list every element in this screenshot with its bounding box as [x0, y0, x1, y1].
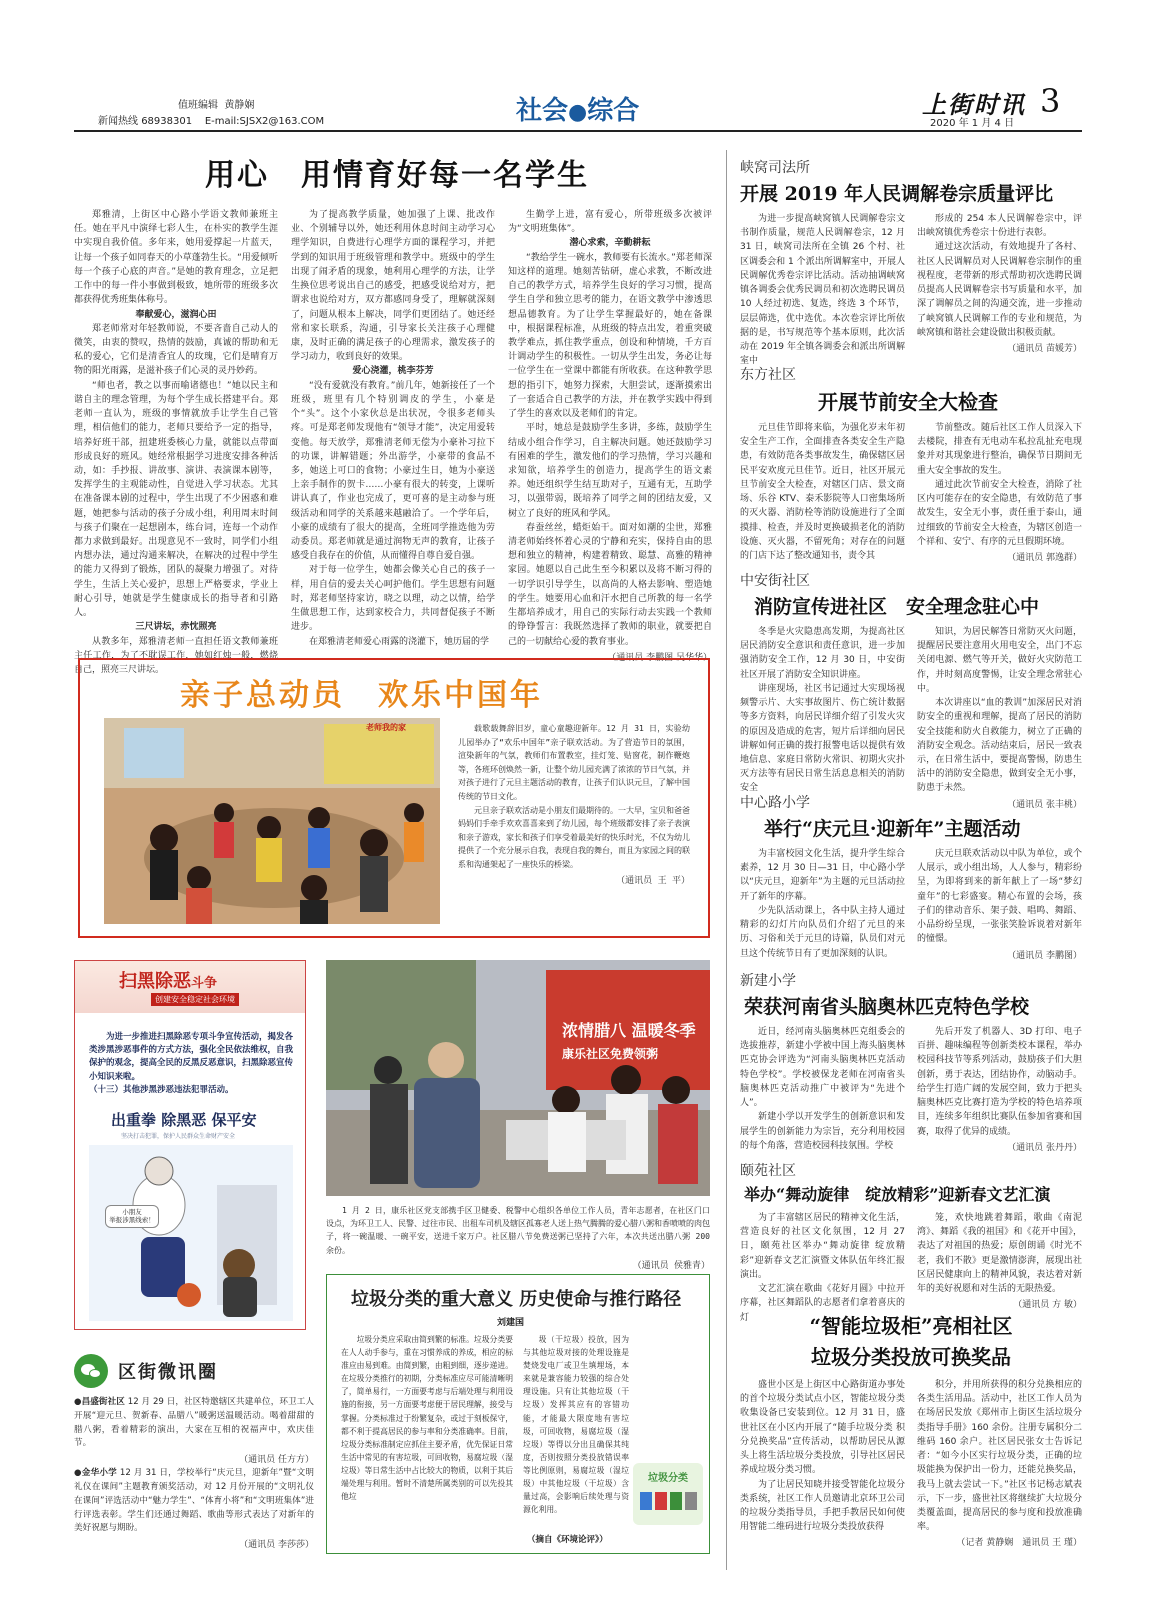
r4-col1: 为丰富校园文化生活，提升学生综合素养，12 月 30 日—31 日，中心路小学以“庆元旦，迎新年”为主题的元旦活动拉开了新年的序幕。 少先队活动课上，各中队主持人通过精彩的幻灯片向队员们介绍了元旦的来历、习俗和关于元旦的诗篇，队员们对元旦这个传统节日有了更加深刻的认识。 [740, 849, 905, 959]
garbage-author: 刘建国 [497, 1318, 525, 1328]
r2-dept: 东方社区 [740, 367, 796, 383]
r5-col1: 近日，经河南头脑奥林匹克组委会的选拔推荐，新建小学被中国上海头脑奥林匹克协会评选为“河南头脑奥林匹克活动特色学校”。学校被保龙老师在河南省头脑奥林匹克活动推广中被评为“先进个人”。 新建小学以开发学生的创新意识和发展学生的创新能力为宗旨，充分利用校园的每个角落，营造校园科技氛围。学校 [740, 1027, 905, 1151]
r4-dept: 中心路小学 [740, 795, 810, 811]
r3-headline: 消防宣传进社区 安全理念驻心中 [754, 596, 1040, 618]
wechat-icon [74, 1354, 108, 1388]
r2-col2: 节前整改。随后社区工作人员深入下去楼院，排查有无电动车私拉乱扯充电现象并对其现象进行整治，确保节日期间无重大安全事故的发生。 通过此次节前安全大检查，消除了社区内可能存在的安全隐患，有效防范了事故发生，安全无小事，责任重于泰山，通过细致的节前安全大检查，为辖区创造一个祥和、安宁、有序的元旦假期环境。 （通讯员 郭逸群） [917, 423, 1082, 563]
r5-col2: 先后开发了机器人、3D 打印、电子百拼、趣味编程等创新类校本课程，举办校园科技节等系列活动，鼓励孩子们大胆创新，勇于表达，团结协作，动脑动手。给学生打造广阔的发展空间，致力于把头脑奥林匹克比赛打造为学校的特色培养项目，连续多年组织比赛队伍参加省赛和国赛，取得了优异的成绩。 （通讯员 张丹丹） [917, 1027, 1082, 1153]
anti-crime-text: 为进一步推进扫黑除恶专项斗争宣传活动，揭发各类涉黑涉恶事件的方式方法，强化全民依法维权，自我保护的观念，提高全民的反黑反恶意识，扫黑除恶宣传小知识来啦。 （十三）其他涉黑涉恶违法犯罪活动。 [89, 1032, 294, 1095]
r2-article [740, 364, 1082, 569]
r7-article [740, 1310, 1082, 1582]
laba-porridge-photo [326, 960, 710, 1196]
photo-sign: 老师我的家 [366, 723, 406, 732]
editor-line: 值班编辑 黄静娴 [178, 100, 255, 111]
r2-col1: 元旦佳节即将来临，为强化岁末年初安全生产工作，全面排查各类安全生产隐患，有效防范各类事故发生，确保辖区居民平安欢度元旦佳节。近日，社区开展元旦节前安全大检查，对辖区门店、景文商场、乐谷 KTV、泰禾影院等人口密集场所的灭火器、消防栓等消防设施进行了全面摸排、检查，并及时更换破损老化的消防设施、灭火器，不留死角；对存在的问题的门店下达了整改通知书，责令其 [740, 423, 905, 561]
lead-col2: 为了提高教学质量，她加强了上课、批改作业、个别辅导以外，她还利用休息时间主动学习心理学知识，自费进行心理学方面的课程学习，并把学到的知识用于班级管理和教学中。班级中的学生出现了闹矛盾的现象，她利用心理学的方法，让学生换位思考说出自己的感受，把感受说给对方，把谓求也说给对方，双方都感同身受了，理解就深刻了，问题从根本上解决，同学们更团结了。她还经常和家长联系，沟通，引导家长关注孩子心理健康，及时正确的满足孩子的心理需求，激发孩子的学习动力，收到良好的效果。 爱心浇灌，桃李芬芳 “没有爱就没有教育。”前几年，她新接任了一个班级，班里有几个特别调皮的学生，小豪是个“头”。这个小家伙总是出状况，令很多老师头疼。可是郑老师发现他有“领导才能”，决定用爱转变他。每天放学，郑雅清老师无偿为小豪补习拉下的功课，讲解错题；外出游学，小豪带的食品不多，她送上可口的食物；小豪过生日，她为小豪送上亲手制作的贺卡……小豪有很大的转变，上课听讲认真了，作业也完成了，更可喜的是主动参与班级活动和同学的关系越来越融洽了。一个学年后，小豪的成绩有了很大的提高，全班同学推选他为劳动委员。郑老师就是通过润物无声的教育，让孩子感受自我存在的价值，从而懂得自尊自爱自强。 对于每一位学生，她都会像关心自己的孩子一样，用自信的爱去关心呵护他们。学生思想有问题时，郑老师坚持家访，晓之以理，动之以情，给学生做思想工作，达到家校合力，共同督促孩子不断进步。 在郑雅清老师爱心雨露的浇灌下，她历届的学 [291, 210, 495, 647]
r5-dept: 新建小学 [740, 973, 796, 989]
r3-dept: 中安街社区 [740, 573, 810, 589]
r7-headline-2: 垃圾分类投放可换奖品 [811, 1345, 1011, 1369]
kids-byline: （通讯员 王 平） [616, 875, 690, 886]
r1-headline: 开展 2019 年人民调解卷宗质量评比 [740, 183, 1054, 205]
weibo-title: 区街微讯圈 [118, 1362, 218, 1383]
garbage-article-box [326, 1274, 710, 1554]
r5-article [740, 970, 1082, 1153]
r6-article [740, 1160, 1082, 1323]
garbage-col1: 垃圾分类应采取由简到繁的标准。垃圾分类要在人人动手参与，重在习惯养成的养成，相应的标准应由易到难。由简到繁，由粗到细，逐步递进。在垃圾分类推行的初期，分类标准应尽可能清晰明了，简单易行，一方面要考虑与后端处理与利用设施的衔接，另一方面要考虑便于居民理解，接受与掌握。分类标准过于纷繁复杂，或过于刻板保守，都不利于提高居民的参与率和分类准确率。目前，垃圾分类标准制定应抓住主要矛盾，优先保证日常生活中常见的有害垃圾，可回收物，易腐垃圾（湿垃圾）等日常生活中占比较大的物质，以利于其后端处理与利用。暂时不清楚所属类别的可以先投其他垃 [341, 1335, 513, 1502]
r3-col2: 知识，为居民解答日常防灭火问题，提醒居民要注意用火用电安全，出门不忘关闭电源、燃气等开关，做好火灾防范工作，并时刻高度警惕，让安全理念常驻心中。 本次讲座以“血的教训”加深居民对消防安全的重视和理解，提高了居民的消防安全技能和防火自救能力，树立了正确的消防安全观念。活动结束后，居民一致表示，在日常生活中，要提高警惕，防患生活中的消防安全隐患，做到安全无小事，防患于未然。 （通讯员 张丰桃） [917, 627, 1082, 810]
issue-date: 2020 年 1 月 4 日 [930, 118, 1015, 129]
hotline-line: 新闻热线 68938301 E-mail:SJSX2@163.COM [98, 116, 325, 127]
masthead [0, 0, 1176, 135]
r7-headline-1: “智能垃圾柜”亮相社区 [809, 1314, 1013, 1338]
anti-crime-poster [74, 960, 306, 1330]
r6-headline: 举办“舞动旋律 绽放精彩”迎新春文艺汇演 [744, 1185, 1051, 1204]
r3-col1: 冬季是火灾隐患高发期，为提高社区居民消防安全意识和责任意识，进一步加强消防安全工作，12 月 30 日，中安街社区开展了消防安全知识讲座。 讲座现场，社区书记通过大实现场视频警示片、大实事故图片、伤亡统计数据等多方资料，向居民详细介绍了引发火灾的原因及造成的危害，短片后详细向居民讲解如何正确的拨打报警电话以提供有效地信息、家庭日常防火常识、初期火灾扑灭方法等有居民日常生活息息相关的消防安全 [740, 627, 905, 794]
kids-text: 载歌载舞辞旧岁，童心童趣迎新年。12 月 31 日，实验幼儿园举办了“欢乐中国年”亲子联欢活动。为了营造节日的氛围，渲染新年的气氛，教师们布置教室，挂灯笼、贴窗花，制作鞭炮等，各班环创焕然一新，让整个幼儿园充满了浓浓的节日气氛，并对孩子进行了元旦主题活动的教育，让孩子们认识元旦，了解中国传统的节日文化。 元旦亲子联欢活动是小朋友们最期待的。一大早，宝贝和爸爸妈妈们手牵手欢欢喜喜来到了幼儿园，每个班级都安排了亲子表演和亲子游戏，家长和孩子们享受着最美好的快乐时光，不仅为幼儿提供了一个充分展示自我，表现自我的舞台，而且为家园之间的联系和沟通架起了一座快乐的桥梁。 （通讯员 王 平） [458, 722, 690, 922]
anti-crime-illustration [89, 1145, 293, 1321]
kids-new-year-box [78, 658, 710, 938]
r7-col2: 积分，并用所获得的积分兑换相应的各类生活用品。活动中，社区工作人员为在场居民发放《郑州市上街区生活垃圾分类指导手册》160 余份。注册专属积分二维码 160 余户。社区居民张女士告诉记者：“如今小区实行垃圾分类，正确的垃圾能换为保护出一份力，还能兑换奖品，我马上就去尝试一下。”社区书记杨志斌表示，下一步，盛世社区将继续扩大垃圾分类覆盖面，提高居民的参与度和投放准确率。 （记者 黄静娴 通讯员 王 瑾） [917, 1380, 1082, 1549]
r5-headline: 荣获河南省头脑奥林匹克特色学校 [744, 996, 1030, 1018]
anti-slogan-sub: 坚决打击犯罪，保护人民群众生命财产安全 [121, 1133, 236, 1140]
r4-col2: 庆元旦联欢活动以中队为单位，或个人展示，或小组出场，人人参与，精彩纷呈，为即将到来的新年献上了一场“梦幻童年”的七彩盛宴。精心布置的会场，孩子们的律动音乐、架子鼓、唱鸣、舞蹈、小品纷纷呈现，一张张笑脸诉说着对新年的憧憬。 （通讯员 李鹏图） [917, 849, 1082, 961]
page-number: 3 [1040, 82, 1061, 120]
lead-col1: 郑雅清，上街区中心路小学语文教师兼班主任。她在平凡中演绎七彩人生，在朴实的教学生涯中实现自我价值。多年来，她用爱撑起一片蓝天，让每一个孩子如同春天的小草蓬勃生长。“用爱倾听每一个孩子心底的声音。”是她的教育理念，立足把工作中的每一件小事做到极致，她所带的班级多次都获得优秀班集体称号。 奉献爱心，滋润心田 郑老师常对年轻教师说，不要吝啬自己动人的微笑，由衷的赞叹，热情的鼓励，真诚的帮助和无私的爱心，它们是清香宜人的玫瑰，它们是晴育万物的阳光雨露，是滋补孩子们心灵的灵丹妙药。 “师也者，教之以事而喻诸德也！”她以民主和谐自主的理念管理，为每个学生成长搭建平台。郑老师一直认为，班级的事情就放手让学生自己管理，相信他们的能力，老师只要给予一定的指导，培养好班干部，扭建班委核心力量，就能以点带面形成良好的班风。她经常根据学习进度安排各种活动，如：手抄报、讲故事、演讲、表演课本剧等，发挥学生的主观能动性，自觉进入学习状态。尤其在准备课本剧的过程中，学生出现了不少困惑和难题，她把参与活动的孩子分成小组，利用周末时间与孩子们聚在一起想剧本，练台词，连每一个动作都力求做到最好。出现意见不一致时，同学们小组内想办法，通过沟通来解决，在解决的过程中学生的能力又得到了锻炼，团队的凝聚力增强了。对待学生，生活上关心爱护，思想上严格要求，学业上耐心引导，她就是学生健康成长的指导者和引路人。 三尺讲坛，赤忱照亮 从教多年，郑雅清老师一直担任语文教师兼班主任工作，为了不耽误工作，她如红烛一般，燃烧自己，照亮三尺讲坛。 [74, 210, 278, 675]
lead-col3: 生勤学上进，富有爱心，所带班级多次被评为“文明班集体”。 潜心求索，辛勤耕耘 “教给学生一碗水，教师要有长流水。”郑老师深知这样的道理。她刻苦钻研，虚心求教，不断改进自己的教学方式，培养学生良好的学习习惯，提高学生自学和独立思考的能力，在语文教学中渗透思想品德教育。为了让学生掌握最好的，她在备课中，根据课程标准，从班级的特点出发，着重突破教学难点，抓住教学重点，创设和种情境，千方百计调动学生的积极性。一切从学生出发，务必让每一位学生在一堂课中都能有所收获。在这种教学思想的指引下，她努力探索，大胆尝试，逐渐摸索出了一套适合自己教学的方法，并在教学实践中得到了学生的喜欢以及老师们的肯定。 平时，她总是鼓励学生多讲，多练，鼓励学生结成小组合作学习，自主解决问题。她还鼓励学习有困难的学生，激发他们的学习热情，学习兴趣和求知欲，培养学生的创造力，提高学生的语文素养。她还组织学生结互助对子，互通有无，互助学习，以强带弱，既培养了同学之间的团结友爱，又树立了良好的班风和学风。 春蚕丝丝，蜡炬始干。面对如潮的尘世，郑雅清老师始终怀着心灵的宁静和充实，保持自由的思想和独立的精神，构建着精致、聪慧、高雅的精神家园。她愿以自己此生至今积累以及将不断习得的一切学识引导学生，以高尚的人格去影响、塑造她的学生。她要用心血和汗水把自己所教的每一名学生都培养成才，用自己的实际行动去实践一个教师的铮铮誓言：我既然选择了教师的职业，就要把自己的一切献给心爱的教育事业。 （通讯员 李鹏图 吴华华） [508, 208, 712, 646]
winter-caption: 1 月 2 日，康乐社区党支部携手区卫健委、税警中心组织各单位工作人员，青年志愿者，在社区门口设点，为环卫工人、民警、过往市民、出租车司机及辖区孤寡老人送上热气腾腾的爱心腊八粥和香喷喷的肉包子，将一碗温暖、一碗平安，送进千家万户。社区腊八节免费送粥已坚持了六年，本次共送出腊八粥 200 余份。 （通讯员 侯雅青） [326, 1204, 710, 1274]
garbage-source: （摘自《环境论评》） [527, 1535, 608, 1545]
weibo-items: ●昌盛街社区 12 月 29 日，社区特邀辖区共建单位，环卫工人开展“迎元旦、贺新春、品腊八”暖粥送温暖活动。喝着甜甜的腊八粥，看着精彩的演出，大家在互相的祝福声中，欢庆佳节。 （通讯员 任方方） ●金华小学 12 月 31 日，学校举行“庆元旦，迎新年”暨“文明礼仪在课间”主题教育颁奖活动，对 12 月份开展的“文明礼仪在课间”评选活动中“魅力学生”、“体育小将”和“文明班集体”进行评选表彰。学生们还通过舞蹈、歌曲等形式表达了对新年的美好祝愿与期盼。 （通讯员 李莎莎） [74, 1397, 314, 1551]
r4-article [740, 792, 1082, 965]
garbage-col2: 圾（干垃圾）投放，因为与其他垃圾对接的处理设施是焚烧发电厂或卫生填埋场，本来就是兼容能力较强的综合处理设施。只有让其他垃圾（干垃圾）发挥其应有的容错功能，才能最大限度地有害垃圾，可回收物，易腐垃圾（湿垃圾）等得以分出且确保其纯度，否则按照分类投放错误率等比例原则，易腐垃圾（湿垃圾）中其他垃圾（干垃圾）含量过高，会影响后续处理与资源化利用。 [523, 1335, 629, 1515]
anti-banner-sub: 创建安全稳定社会环境 [151, 993, 239, 1006]
garbage-logo: 垃圾分类 [633, 1463, 703, 1525]
lead-byline: （通讯员 李鹏图 吴华华） [607, 652, 712, 663]
r4-headline: 举行“庆元旦·迎新年”主题活动 [764, 818, 1021, 840]
paper-name: 上街时讯 [922, 90, 1026, 119]
kids-party-photo [104, 718, 440, 924]
kids-headline: 亲子总动员 欢乐中国年 [180, 678, 543, 713]
r6-dept: 颐苑社区 [740, 1163, 796, 1179]
column-rule [726, 150, 727, 1570]
winter-byline: （通讯员 侯雅青） [632, 1260, 710, 1271]
winter-banner-text: 浓情腊八 温暖冬季 康乐社区免费领粥 [562, 1021, 696, 1061]
section-title: 社会●综合 [516, 96, 640, 126]
weibo-circle [74, 1344, 314, 1564]
r1-col2: 形成的 254 本人民调解卷宗中，评出峡窝镇优秀卷宗十份进行表彰。 通过这次活动，有效地提升了各村、社区人民调解员对人民调解卷宗制作的重视程度，老带新的形式帮助初次选聘民调员提高人民调解卷宗书写质量和水平，加深了调解员之间的沟通交流，进一步推动了峡窝镇人民调解工作的专业和规范，为峡窝镇和谐社会建设做出积极贡献。 （通讯员 苗媛芳） [917, 214, 1082, 354]
garbage-headline: 垃圾分类的重大意义 历史使命与推行路径 [351, 1289, 682, 1310]
r7-col1: 盛世小区是上街区中心路街道办事处的首个垃圾分类试点小区，智能垃圾分类收集设备已安装到位。12 月 31 日，盛世社区在小区内开展了“随手垃圾分类 积分兑换奖品”宣传活动，以帮助居民从源头上将生活垃圾分类投放，引导社区居民养成垃圾分类习惯。 为了让居民知晓并接受智能化垃圾分类系统，社区工作人员邀请北京环卫公司的垃圾分类指导员，手把手教居民如何使用智能二维码进行垃圾分类投放获得 [740, 1380, 905, 1533]
r1-article [740, 157, 1082, 368]
anti-crime-banner: 扫黑除恶斗争 创建安全稳定社会环境 [75, 961, 305, 1013]
anti-bubble: 小朋友 举报涉黑线索！ [105, 1205, 159, 1228]
lead-headline: 用心 用情育好每一名学生 [205, 158, 589, 193]
r1-dept: 峡窝司法所 [740, 160, 810, 176]
r6-col2: 笼，欢快地跳着舞蹈，歌曲《南泥湾》、舞蹈《我的祖国》和《花开中国》，表达了对祖国的热爱；原创朗诵《时光不老，我们不散》更是激情澎湃，展现出社区居民健康向上的精神风貌，表达着对新年的美好祝愿和对生活的无限热爱。 （通讯员 方 敏） [917, 1213, 1082, 1311]
r1-col1: 为进一步提高峡窝镇人民调解卷宗文书制作质量，规范人民调解卷宗，12 月 31 日，峡窝司法所在全镇 26 个村、社区调委会和 1 个派出所调解室中，开展人民调解优秀卷宗评比活动。活动抽调峡窝镇各调委会优秀民调员和初次选聘民调员 10 人经过初选、复选，终选 3 个环节，层层筛选，优中选优。本次卷宗评比所依据的是，书写规范等个基本原则，此次活动在 2019 年全镇各调委会和派出所调解室中 [740, 214, 905, 367]
header-rule [74, 130, 1082, 132]
r6-col1: 为了丰富辖区居民的精神文化生活，营造良好的社区文化氛围，12 月 27 日，颐苑社区举办“舞动旋律 绽放精彩”迎新春文艺汇演暨文体队伍年终汇报演出。 文艺汇演在歌曲《花好月圆》中拉开序幕，社区舞蹈队的志愿者们拿着喜庆的灯 [740, 1213, 905, 1323]
anti-slogan: 出重拳 除黑恶 保平安 [111, 1111, 257, 1129]
r2-headline: 开展节前安全大检查 [818, 390, 998, 414]
